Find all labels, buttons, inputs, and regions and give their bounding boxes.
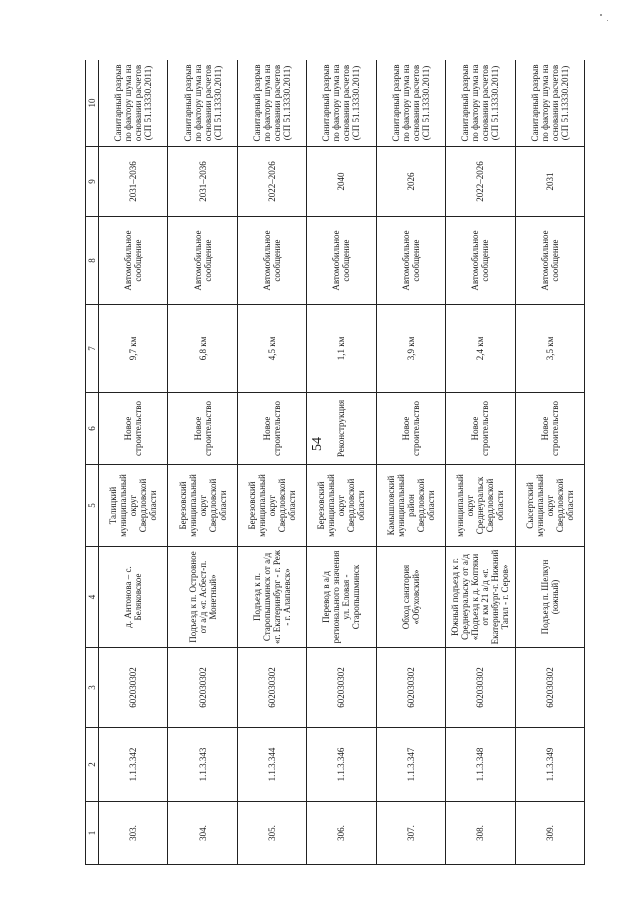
- purpose: Автомобильное сообщение: [307, 217, 376, 305]
- column-header: 3: [86, 648, 99, 728]
- classifier-code: 602030302: [168, 648, 237, 728]
- table-row: [99, 60, 168, 865]
- table-row: [446, 60, 515, 865]
- data-table: [85, 60, 585, 865]
- column-header: 2: [86, 728, 99, 802]
- restriction-zone: Санитарный разрыв по фактору шума на основании расчетов (СП 51.13330.2011): [515, 60, 584, 147]
- column-header: 5: [86, 465, 99, 547]
- length: 6,8 км: [168, 305, 237, 393]
- period: 2022–2026: [446, 147, 515, 217]
- work-type: Новое строительство: [168, 393, 237, 465]
- object-code: 1.1.3.349: [515, 728, 584, 802]
- work-type: Новое строительство: [446, 393, 515, 465]
- column-header: 1: [86, 802, 99, 865]
- column-header: 6: [86, 393, 99, 465]
- object-name: Подъезд к п. Островное от а/д «г. Асбест-п. Монетный»: [168, 547, 237, 648]
- work-type: Новое строительство: [515, 393, 584, 465]
- column-header: 9: [86, 147, 99, 217]
- restriction-zone: Санитарный разрыв по фактору шума на основании расчетов (СП 51.13330.2011): [168, 60, 237, 147]
- table-row: [168, 60, 237, 865]
- row-number: 306.: [307, 802, 376, 865]
- location: муниципальный округ Среднеуральск Свердловской области: [446, 465, 515, 547]
- object-name: Подъезд п. Шелкун (южный): [515, 547, 584, 648]
- object-code: 1.1.3.344: [237, 728, 306, 802]
- object-name: Подъезд к п. Старопышминск от а/д «г. Екатеринбург - г. Реж - г. Алапаевск»: [237, 547, 306, 648]
- row-number: 305.: [237, 802, 306, 865]
- period: 2026: [376, 147, 445, 217]
- rotated-table-frame: [85, 60, 585, 865]
- object-name: Перевод в а/д регионального значения ул. Еловая - Старопышминск: [307, 547, 376, 648]
- page-number: 54: [310, 437, 325, 451]
- object-name: Южный подъезд к г. Среднеуральску от а/д «Подъезд к д. Коптяки от км 21 а/д «г. Екатеринбург-г. Нижний Тагил - г. Серов»: [446, 547, 515, 648]
- purpose: Автомобильное сообщение: [376, 217, 445, 305]
- location: Березовский муниципальный округ Свердловской области: [237, 465, 306, 547]
- column-header: 8: [86, 217, 99, 305]
- object-name: Обход санатория «Обуховский»: [376, 547, 445, 648]
- purpose: Автомобильное сообщение: [515, 217, 584, 305]
- location: Березовский муниципальный округ Свердловской области: [307, 465, 376, 547]
- restriction-zone: Санитарный разрыв по фактору шума на основании расчетов (СП 51.13330.2011): [237, 60, 306, 147]
- period: 2031: [515, 147, 584, 217]
- header-row: [86, 60, 99, 865]
- object-name: д. Антонова – с. Беляковское: [99, 547, 168, 648]
- work-type: Новое строительство: [99, 393, 168, 465]
- location: Сысертский муниципальный округ Свердловской области: [515, 465, 584, 547]
- table-row: [307, 60, 376, 865]
- row-number: 307.: [376, 802, 445, 865]
- table-wrapper: [85, 60, 585, 865]
- location: Талицкий муниципальный округ Свердловской области: [99, 465, 168, 547]
- object-code: 1.1.3.346: [307, 728, 376, 802]
- location: Березовский муниципальный округ Свердловской области: [168, 465, 237, 547]
- classifier-code: 602030302: [307, 648, 376, 728]
- length: 3,9 км: [376, 305, 445, 393]
- length: 9,7 км: [99, 305, 168, 393]
- period: 2040: [307, 147, 376, 217]
- classifier-code: 602030302: [237, 648, 306, 728]
- table-row: [515, 60, 584, 865]
- object-code: 1.1.3.343: [168, 728, 237, 802]
- scan-speck: [607, 20, 608, 21]
- restriction-zone: Санитарный разрыв по фактору шума на основании расчетов (СП 51.13330.2011): [99, 60, 168, 147]
- classifier-code: 602030302: [99, 648, 168, 728]
- classifier-code: 602030302: [515, 648, 584, 728]
- row-number: 303.: [99, 802, 168, 865]
- purpose: Автомобильное сообщение: [168, 217, 237, 305]
- column-header: 4: [86, 547, 99, 648]
- work-type: Новое строительство: [376, 393, 445, 465]
- purpose: Автомобильное сообщение: [99, 217, 168, 305]
- scan-speck: [600, 14, 602, 16]
- work-type: Реконструкция: [307, 393, 376, 465]
- row-number: 308.: [446, 802, 515, 865]
- column-header: 10: [86, 60, 99, 147]
- column-header: 7: [86, 305, 99, 393]
- period: 2022–2026: [237, 147, 306, 217]
- work-type: Новое строительство: [237, 393, 306, 465]
- restriction-zone: Санитарный разрыв по фактору шума на основании расчетов (СП 51.13330.2011): [376, 60, 445, 147]
- classifier-code: 602030302: [376, 648, 445, 728]
- period: 2031–2036: [99, 147, 168, 217]
- restriction-zone: Санитарный разрыв по фактору шума на основании расчетов (СП 51.13330.2011): [446, 60, 515, 147]
- table-row: [237, 60, 306, 865]
- length: 3,5 км: [515, 305, 584, 393]
- table-row: [376, 60, 445, 865]
- length: 2,4 км: [446, 305, 515, 393]
- length: 4,5 км: [237, 305, 306, 393]
- location: Камышловский муниципальный район Свердловской области: [376, 465, 445, 547]
- restriction-zone: Санитарный разрыв по фактору шума на основании расчетов (СП 51.13330.2011): [307, 60, 376, 147]
- object-code: 1.1.3.347: [376, 728, 445, 802]
- object-code: 1.1.3.342: [99, 728, 168, 802]
- row-number: 309.: [515, 802, 584, 865]
- purpose: Автомобильное сообщение: [446, 217, 515, 305]
- length: 1,1 км: [307, 305, 376, 393]
- purpose: Автомобильное сообщение: [237, 217, 306, 305]
- period: 2031–2036: [168, 147, 237, 217]
- classifier-code: 602030302: [446, 648, 515, 728]
- row-number: 304.: [168, 802, 237, 865]
- object-code: 1.1.3.348: [446, 728, 515, 802]
